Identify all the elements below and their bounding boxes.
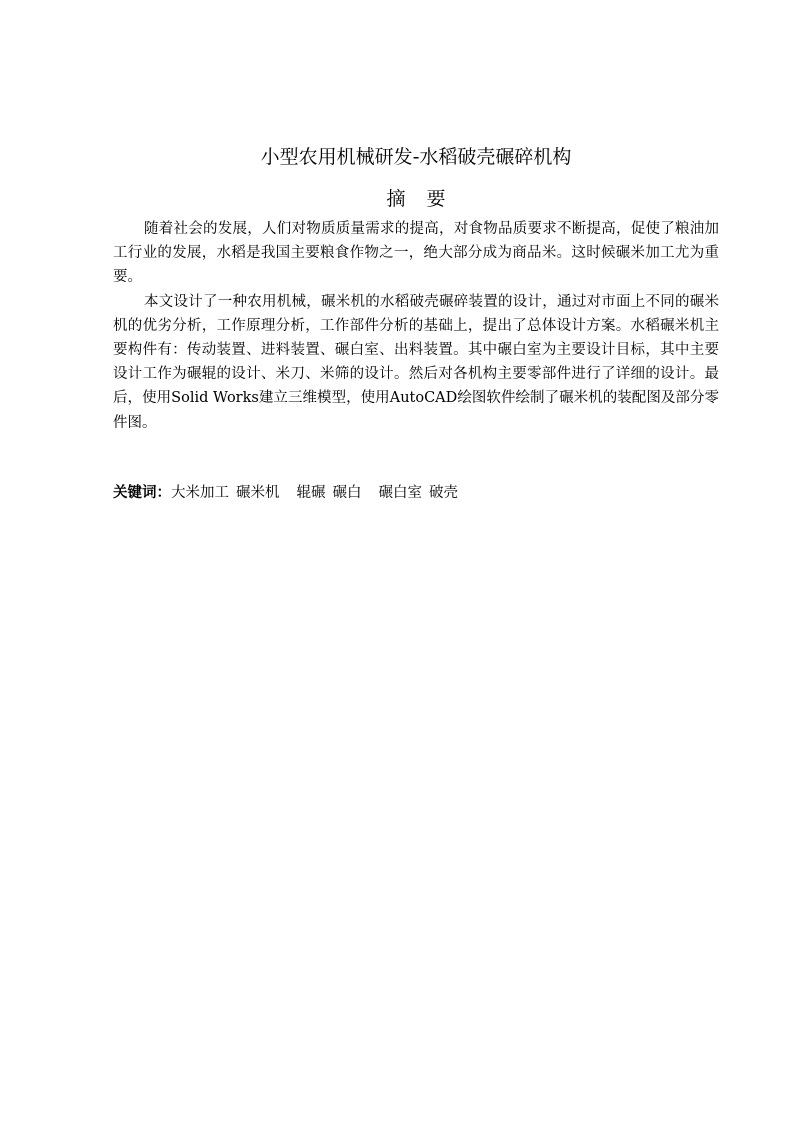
abstract-body xyxy=(113,217,719,435)
keyword-3: 辊碾 xyxy=(296,485,326,501)
abstract-paragraph-1: 随着社会的发展，人们对物质质量需求的提高，对食物品质要求不断提高，促使了粮油加工行业的发展，水稻是我国主要粮食作物之一，绝大部分成为商品米。这时候碾米加工尤为重要。 xyxy=(113,221,719,286)
abstract-paragraph-2: 本文设计了一种农用机械，碾米机的水稻破壳碾碎装置的设计，通过对市面上不同的碾米机的优劣分析，工作原理分析，工作部件分析的基础上，提出了总体设计方案。水稻碾米机主要构件有：传动装置、进料装置、碾白室、出料装置。其中碾白室为主要设计目标，其中主要设计工作为碾辊的设计、米刀、米筛的设计。然后对各机构主要零部件进行了详细的设计。最后，使用Solid Works建立三维模型，使用AutoCAD绘图软件绘制了碾米机的装配图及部分零件图。 xyxy=(113,293,719,431)
keyword-4: 碾白 xyxy=(332,485,362,501)
keyword-2: 碾米机 xyxy=(236,485,280,501)
keywords-line xyxy=(113,481,719,505)
keywords-label: 关键词： xyxy=(113,485,171,501)
document-title: 小型农用机械研发-水稻破壳碾碎机构 xyxy=(260,146,572,168)
keyword-1: 大米加工 xyxy=(171,485,229,501)
keyword-5: 碾白室 xyxy=(378,485,422,501)
abstract-heading: 摘要 xyxy=(386,188,467,210)
keyword-6: 破壳 xyxy=(429,485,458,501)
